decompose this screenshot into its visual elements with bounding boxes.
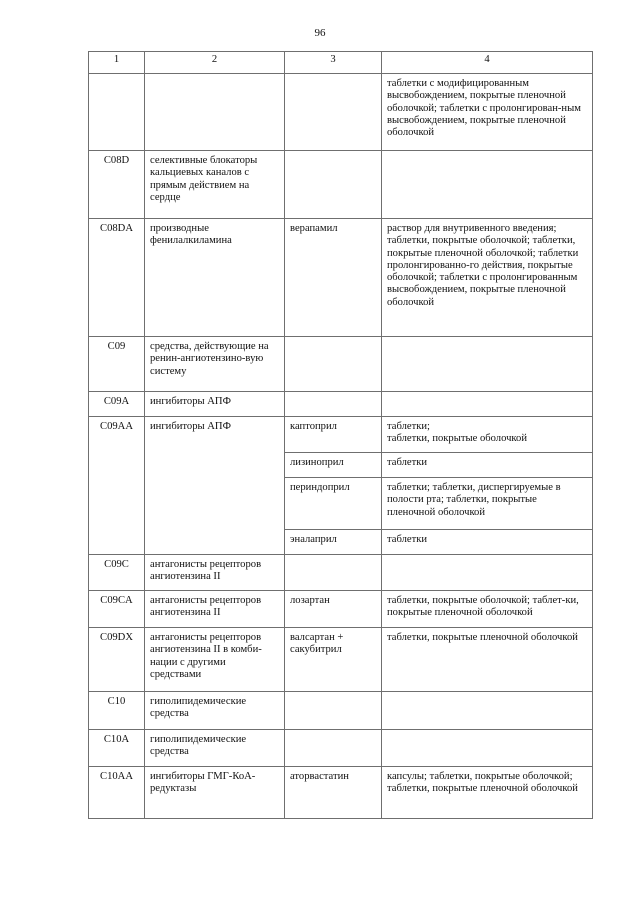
dosage-forms-cell (382, 555, 593, 591)
substance-cell (285, 392, 382, 417)
group-cell: ингибиторы АПФ (145, 417, 285, 555)
atc-code-cell: C09CA (89, 591, 145, 628)
table-row (89, 730, 593, 767)
table-row (89, 767, 593, 819)
atc-code-cell: C10AA (89, 767, 145, 819)
group-cell: гиполипидемические средства (145, 730, 285, 767)
table-row (89, 337, 593, 392)
atc-code-cell: C09C (89, 555, 145, 591)
table-row (89, 417, 593, 453)
substance-cell (285, 337, 382, 392)
group-cell: антагонисты рецепторов ангиотензина II (145, 555, 285, 591)
substance-cell: каптоприл (285, 417, 382, 453)
header-cell-1: 1 (89, 52, 145, 74)
substance-cell: аторвастатин (285, 767, 382, 819)
dosage-forms-cell: таблетки с модифицированным высвобождением, покрытые пленочной оболочкой; таблетки с пролонгирован-ным высвобождением, покрытые пленочной оболочкой (382, 74, 593, 151)
group-cell: гиполипидемические средства (145, 692, 285, 730)
table-row (89, 591, 593, 628)
atc-code-cell: C10A (89, 730, 145, 767)
group-cell: антагонисты рецепторов ангиотензина II в комби-нации с другими средствами (145, 628, 285, 692)
dosage-forms-cell: таблетки, покрытые оболочкой; таблет-ки, покрытые пленочной оболочкой (382, 591, 593, 628)
dosage-forms-cell: раствор для внутривенного введения; таблетки, покрытые оболочкой; таблетки, покрытые пленочной оболочкой; таблетки пролонгированно-го действия, покрытые оболочкой; таблетки с пролонгированным высвобождением, покрытые пленочной оболочкой (382, 219, 593, 337)
group-cell: селективные блокаторы кальциевых каналов с прямым действием на сердце (145, 151, 285, 219)
group-cell: антагонисты рецепторов ангиотензина II (145, 591, 285, 628)
dosage-forms-cell (382, 337, 593, 392)
substance-cell: периндоприл (285, 478, 382, 530)
header-cell-4: 4 (382, 52, 593, 74)
table-row (89, 219, 593, 337)
table-row (89, 692, 593, 730)
substance-cell: лозартан (285, 591, 382, 628)
dosage-forms-cell (382, 392, 593, 417)
group-cell (145, 74, 285, 151)
table-row (89, 74, 593, 151)
dosage-forms-cell (382, 151, 593, 219)
header-cell-3: 3 (285, 52, 382, 74)
group-cell: ингибиторы ГМГ-КоА-редуктазы (145, 767, 285, 819)
dosage-forms-cell: таблетки; таблетки, диспергируемые в полости рта; таблетки, покрытые пленочной оболочкой (382, 478, 593, 530)
table-header-row (89, 52, 593, 74)
drug-table (88, 51, 593, 819)
substance-cell: валсартан + сакубитрил (285, 628, 382, 692)
dosage-forms-cell: таблетки; таблетки, покрытые оболочкой (382, 417, 593, 453)
dosage-forms-cell (382, 692, 593, 730)
dosage-forms-cell: таблетки (382, 530, 593, 555)
atc-code-cell: C09A (89, 392, 145, 417)
atc-code-cell: C08DA (89, 219, 145, 337)
header-cell-2: 2 (145, 52, 285, 74)
table-row (89, 151, 593, 219)
atc-code-cell: C09 (89, 337, 145, 392)
group-cell: ингибиторы АПФ (145, 392, 285, 417)
table-row (89, 555, 593, 591)
dosage-forms-cell (382, 730, 593, 767)
dosage-forms-cell: капсулы; таблетки, покрытые оболочкой; таблетки, покрытые пленочной оболочкой (382, 767, 593, 819)
atc-code-cell: C10 (89, 692, 145, 730)
substance-cell: верапамил (285, 219, 382, 337)
atc-code-cell: C08D (89, 151, 145, 219)
atc-code-cell: C09AA (89, 417, 145, 555)
substance-cell (285, 74, 382, 151)
substance-cell (285, 730, 382, 767)
dosage-forms-cell: таблетки (382, 453, 593, 478)
group-cell: средства, действующие на ренин-ангиотензино-вую систему (145, 337, 285, 392)
atc-code-cell (89, 74, 145, 151)
table-row (89, 392, 593, 417)
substance-cell (285, 151, 382, 219)
substance-cell (285, 555, 382, 591)
substance-cell: лизиноприл (285, 453, 382, 478)
substance-cell (285, 692, 382, 730)
table-row (89, 628, 593, 692)
atc-code-cell: C09DX (89, 628, 145, 692)
dosage-forms-cell: таблетки, покрытые пленочной оболочкой (382, 628, 593, 692)
substance-cell: эналаприл (285, 530, 382, 555)
page-number: 96 (314, 27, 326, 39)
group-cell: производные фенилалкиламина (145, 219, 285, 337)
